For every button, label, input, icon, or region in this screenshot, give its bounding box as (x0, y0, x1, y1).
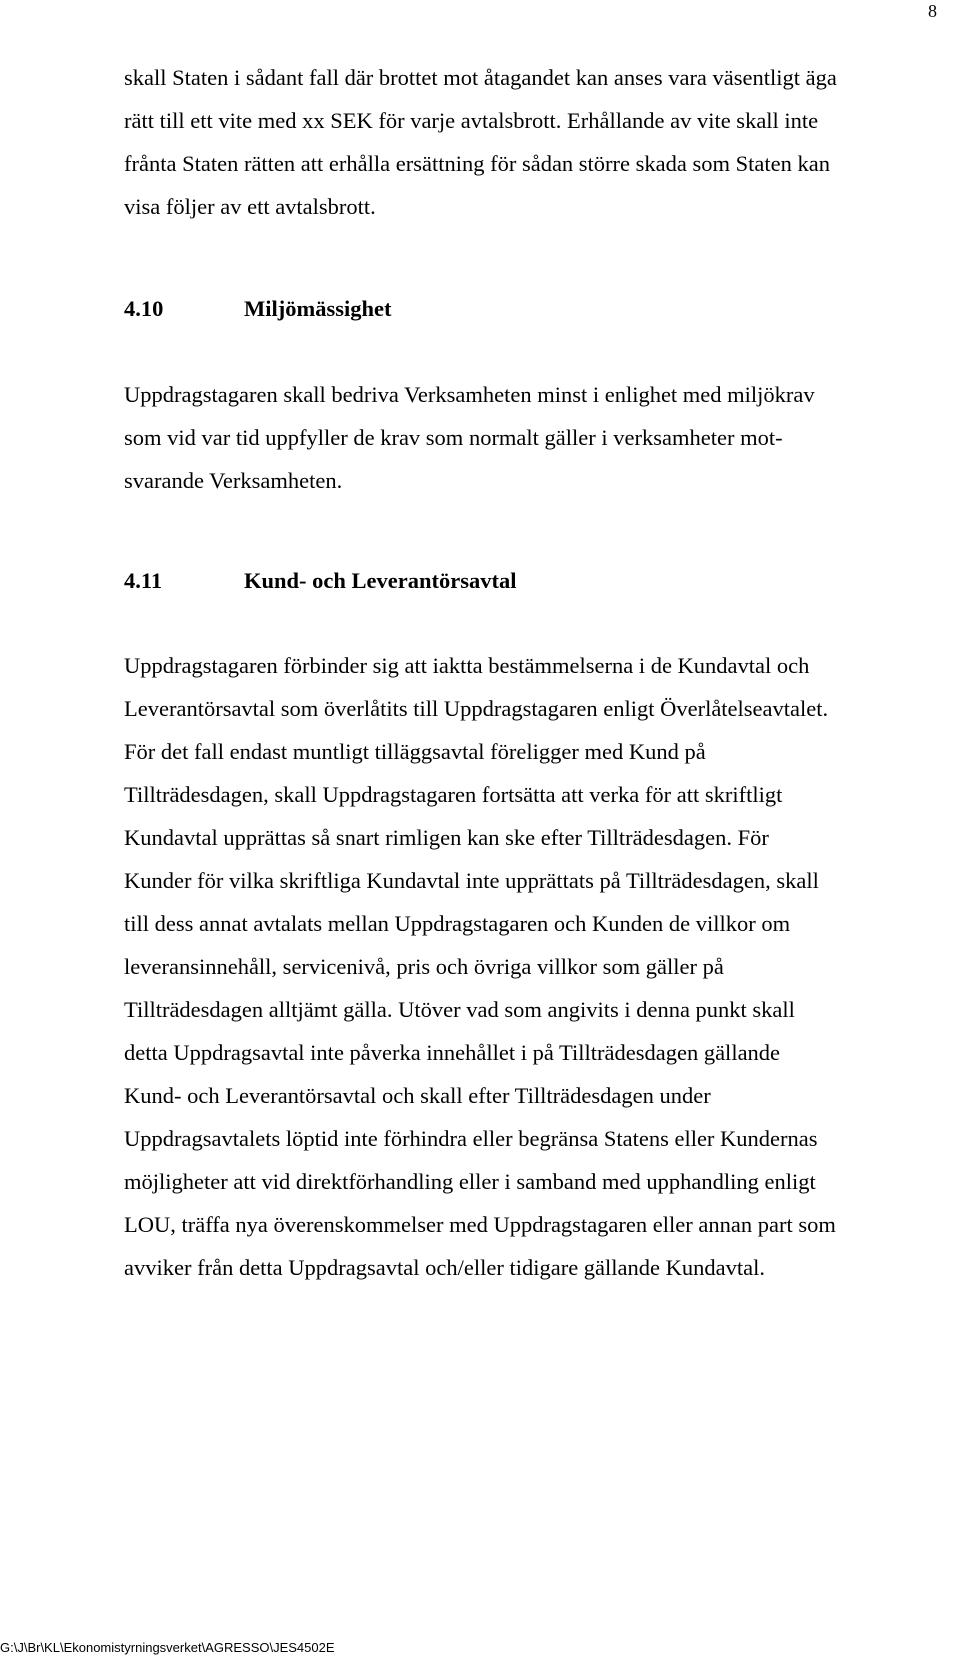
text-line: skall Staten i sådant fall där brottet mot åtagandet kan anses vara väsentligt äga (124, 65, 837, 90)
footer-file-path: G:\J\Br\KL\Ekonomistyrningsverket\AGRESSO\JES4502E (0, 1640, 335, 1655)
text-line: till dess annat avtalats mellan Uppdragstagaren och Kunden de villkor om (124, 911, 791, 936)
text-line: Uppdragstagaren förbinder sig att iaktta bestämmelserna i de Kundavtal och (124, 653, 810, 678)
text-line: som vid var tid uppfyller de krav som normalt gäller i verksamheter mot- (124, 425, 783, 450)
text-line: För det fall endast muntligt tilläggsavtal föreligger med Kund på (124, 739, 706, 764)
section-heading (124, 567, 517, 595)
text-line: Kundavtal upprättas så snart rimligen kan ske efter Tillträdesdagen. För (124, 825, 769, 850)
page-number: 8 (928, 1, 937, 21)
section-heading (124, 295, 392, 323)
text-line: Uppdragstagaren skall bedriva Verksamheten minst i enlighet med miljökrav (124, 382, 815, 407)
text-line: Uppdragsavtalets löptid inte förhindra eller begränsa Statens eller Kundernas (124, 1126, 818, 1151)
text-line: LOU, träffa nya överenskommelser med Uppdragstagaren eller annan part som (124, 1212, 836, 1237)
text-line: visa följer av ett avtalsbrott. (124, 194, 376, 219)
section-number: 4.11 (124, 568, 163, 593)
section-number: 4.10 (124, 296, 164, 321)
text-line: rätt till ett vite med xx SEK för varje avtalsbrott. Erhållande av vite skall inte (124, 108, 819, 133)
text-line: svarande Verksamheten. (124, 468, 343, 493)
text-line: detta Uppdragsavtal inte påverka innehållet i på Tillträdesdagen gällande (124, 1040, 781, 1065)
text-line: avviker från detta Uppdragsavtal och/eller tidigare gällande Kundavtal. (124, 1255, 765, 1280)
section-title: Miljömässighet (244, 296, 392, 321)
section-title: Kund- och Leverantörsavtal (244, 568, 517, 593)
text-line: leveransinnehåll, servicenivå, pris och övriga villkor som gäller på (124, 954, 724, 979)
text-line: Leverantörsavtal som överlåtits till Uppdragstagaren enligt Överlåtelseavtalet. (124, 696, 829, 721)
text-line: möjligheter att vid direktförhandling eller i samband med upphandling enligt (124, 1169, 816, 1194)
text-line: Kund- och Leverantörsavtal och skall efter Tillträdesdagen under (124, 1083, 711, 1108)
text-line: Kunder för vilka skriftliga Kundavtal inte upprättats på Tillträdesdagen, skall (124, 868, 819, 893)
text-line: Tillträdesdagen, skall Uppdragstagaren fortsätta att verka för att skriftligt (124, 782, 783, 807)
text-line: Tillträdesdagen alltjämt gälla. Utöver vad som angivits i denna punkt skall (124, 997, 795, 1022)
text-line: frånta Staten rätten att erhålla ersättning för sådan större skada som Staten kan (124, 151, 830, 176)
